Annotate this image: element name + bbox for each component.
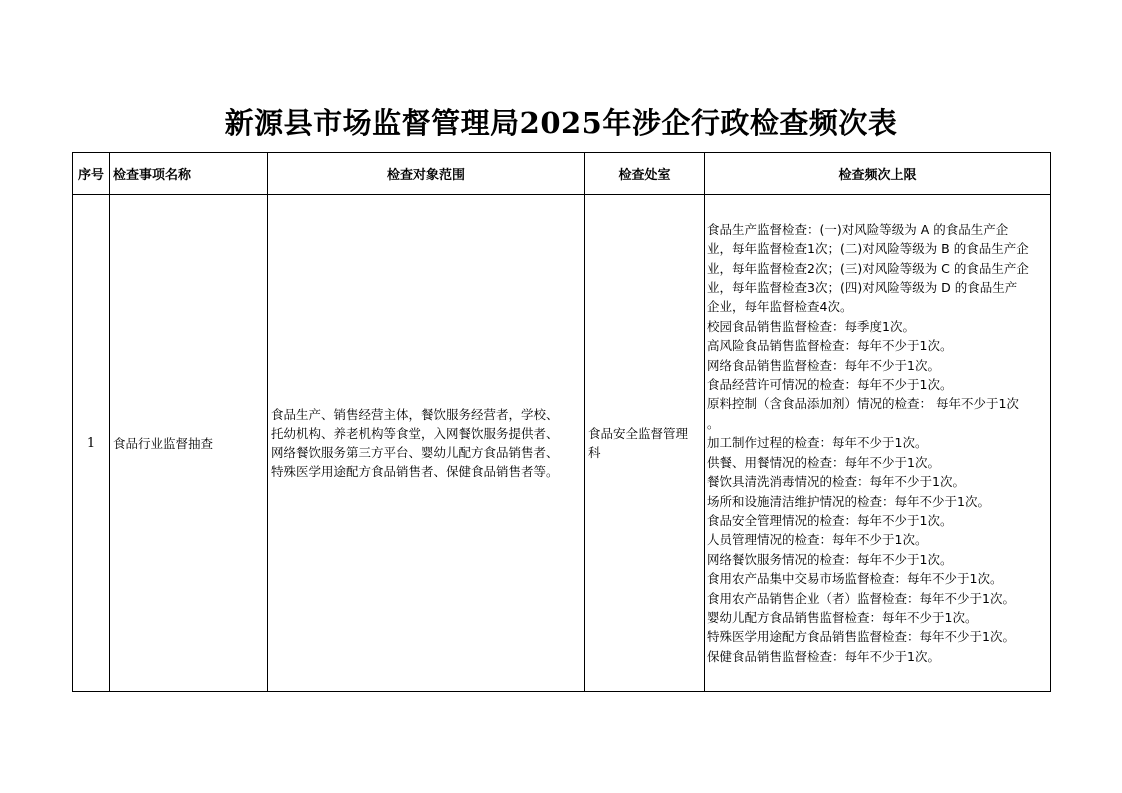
frequency-line: 业，每年监督检查1次；(二)对风险等级为 B 的食品生产企 xyxy=(707,241,1029,257)
header-frequency: 检查频次上限 xyxy=(705,153,1051,195)
frequency-line: 婴幼儿配方食品销售监督检查：每年不少于1次。 xyxy=(707,609,978,625)
frequency-line: 网络食品销售监督检查：每年不少于1次。 xyxy=(707,357,940,373)
row-scope xyxy=(268,195,585,692)
department-line: 食品安全监督管理 xyxy=(588,426,689,441)
frequency-line: 场所和设施清洁维护情况的检查：每年不少于1次。 xyxy=(707,493,990,509)
frequency-line: 保健食品销售监督检查：每年不少于1次。 xyxy=(707,648,940,664)
scope-line: 托幼机构、养老机构等食堂，入网餐饮服务提供者、 xyxy=(271,426,559,441)
frequency-line: 食品安全管理情况的检查：每年不少于1次。 xyxy=(707,512,953,528)
frequency-line: 人员管理情况的检查：每年不少于1次。 xyxy=(707,532,928,548)
frequency-line: 高风险食品销售监督检查：每年不少于1次。 xyxy=(707,338,953,354)
frequency-line: 餐饮具清洗消毒情况的检查：每年不少于1次。 xyxy=(707,474,965,490)
scope-line: 特殊医学用途配方食品销售者、保健食品销售者等。 xyxy=(271,464,559,479)
frequency-line: 食品经营许可情况的检查：每年不少于1次。 xyxy=(707,377,953,393)
row-frequency xyxy=(705,195,1051,692)
frequency-line: 食用农产品销售企业（者）监督检查：每年不少于1次。 xyxy=(707,590,1015,606)
frequency-line: 校园食品销售监督检查：每季度1次。 xyxy=(707,318,915,334)
frequency-line: 业，每年监督检查2次；(三)对风险等级为 C 的食品生产企 xyxy=(707,260,1029,276)
frequency-line: 食用农产品集中交易市场监督检查：每年不少于1次。 xyxy=(707,571,1003,587)
document-title: 新源县市场监督管理局2025年涉企行政检查频次表 xyxy=(224,106,898,140)
frequency-line: 企业，每年监督检查4次。 xyxy=(707,299,853,315)
row-item-name: 食品行业监督抽查 xyxy=(110,195,268,692)
frequency-line: 供餐、用餐情况的检查：每年不少于1次。 xyxy=(707,454,940,470)
inspection-frequency-table xyxy=(72,152,1051,692)
frequency-line: 食品生产监督检查：(一)对风险等级为 A 的食品生产企 xyxy=(707,221,1009,237)
header-scope: 检查对象范围 xyxy=(268,153,585,195)
table-header-row xyxy=(73,153,1051,195)
header-department: 检查处室 xyxy=(585,153,705,195)
row-index: 1 xyxy=(73,195,110,692)
header-item-name: 检查事项名称 xyxy=(110,153,268,195)
frequency-line: 网络餐饮服务情况的检查：每年不少于1次。 xyxy=(707,551,953,567)
frequency-line: 业，每年监督检查3次；(四)对风险等级为 D 的食品生产 xyxy=(707,280,1018,296)
frequency-line: 。 xyxy=(707,415,720,431)
frequency-line: 原料控制（含食品添加剂）情况的检查： 每年不少于1次 xyxy=(707,396,1019,412)
frequency-line: 加工制作过程的检查：每年不少于1次。 xyxy=(707,435,928,451)
row-department xyxy=(585,195,705,692)
scope-line: 网络餐饮服务第三方平台、婴幼儿配方食品销售者、 xyxy=(271,445,559,460)
department-line: 科 xyxy=(588,445,601,460)
frequency-line: 特殊医学用途配方食品销售监督检查：每年不少于1次。 xyxy=(707,629,1015,645)
table-row xyxy=(73,195,1051,692)
scope-line: 食品生产、销售经营主体，餐饮服务经营者，学校、 xyxy=(271,407,559,422)
header-index: 序号 xyxy=(73,153,110,195)
